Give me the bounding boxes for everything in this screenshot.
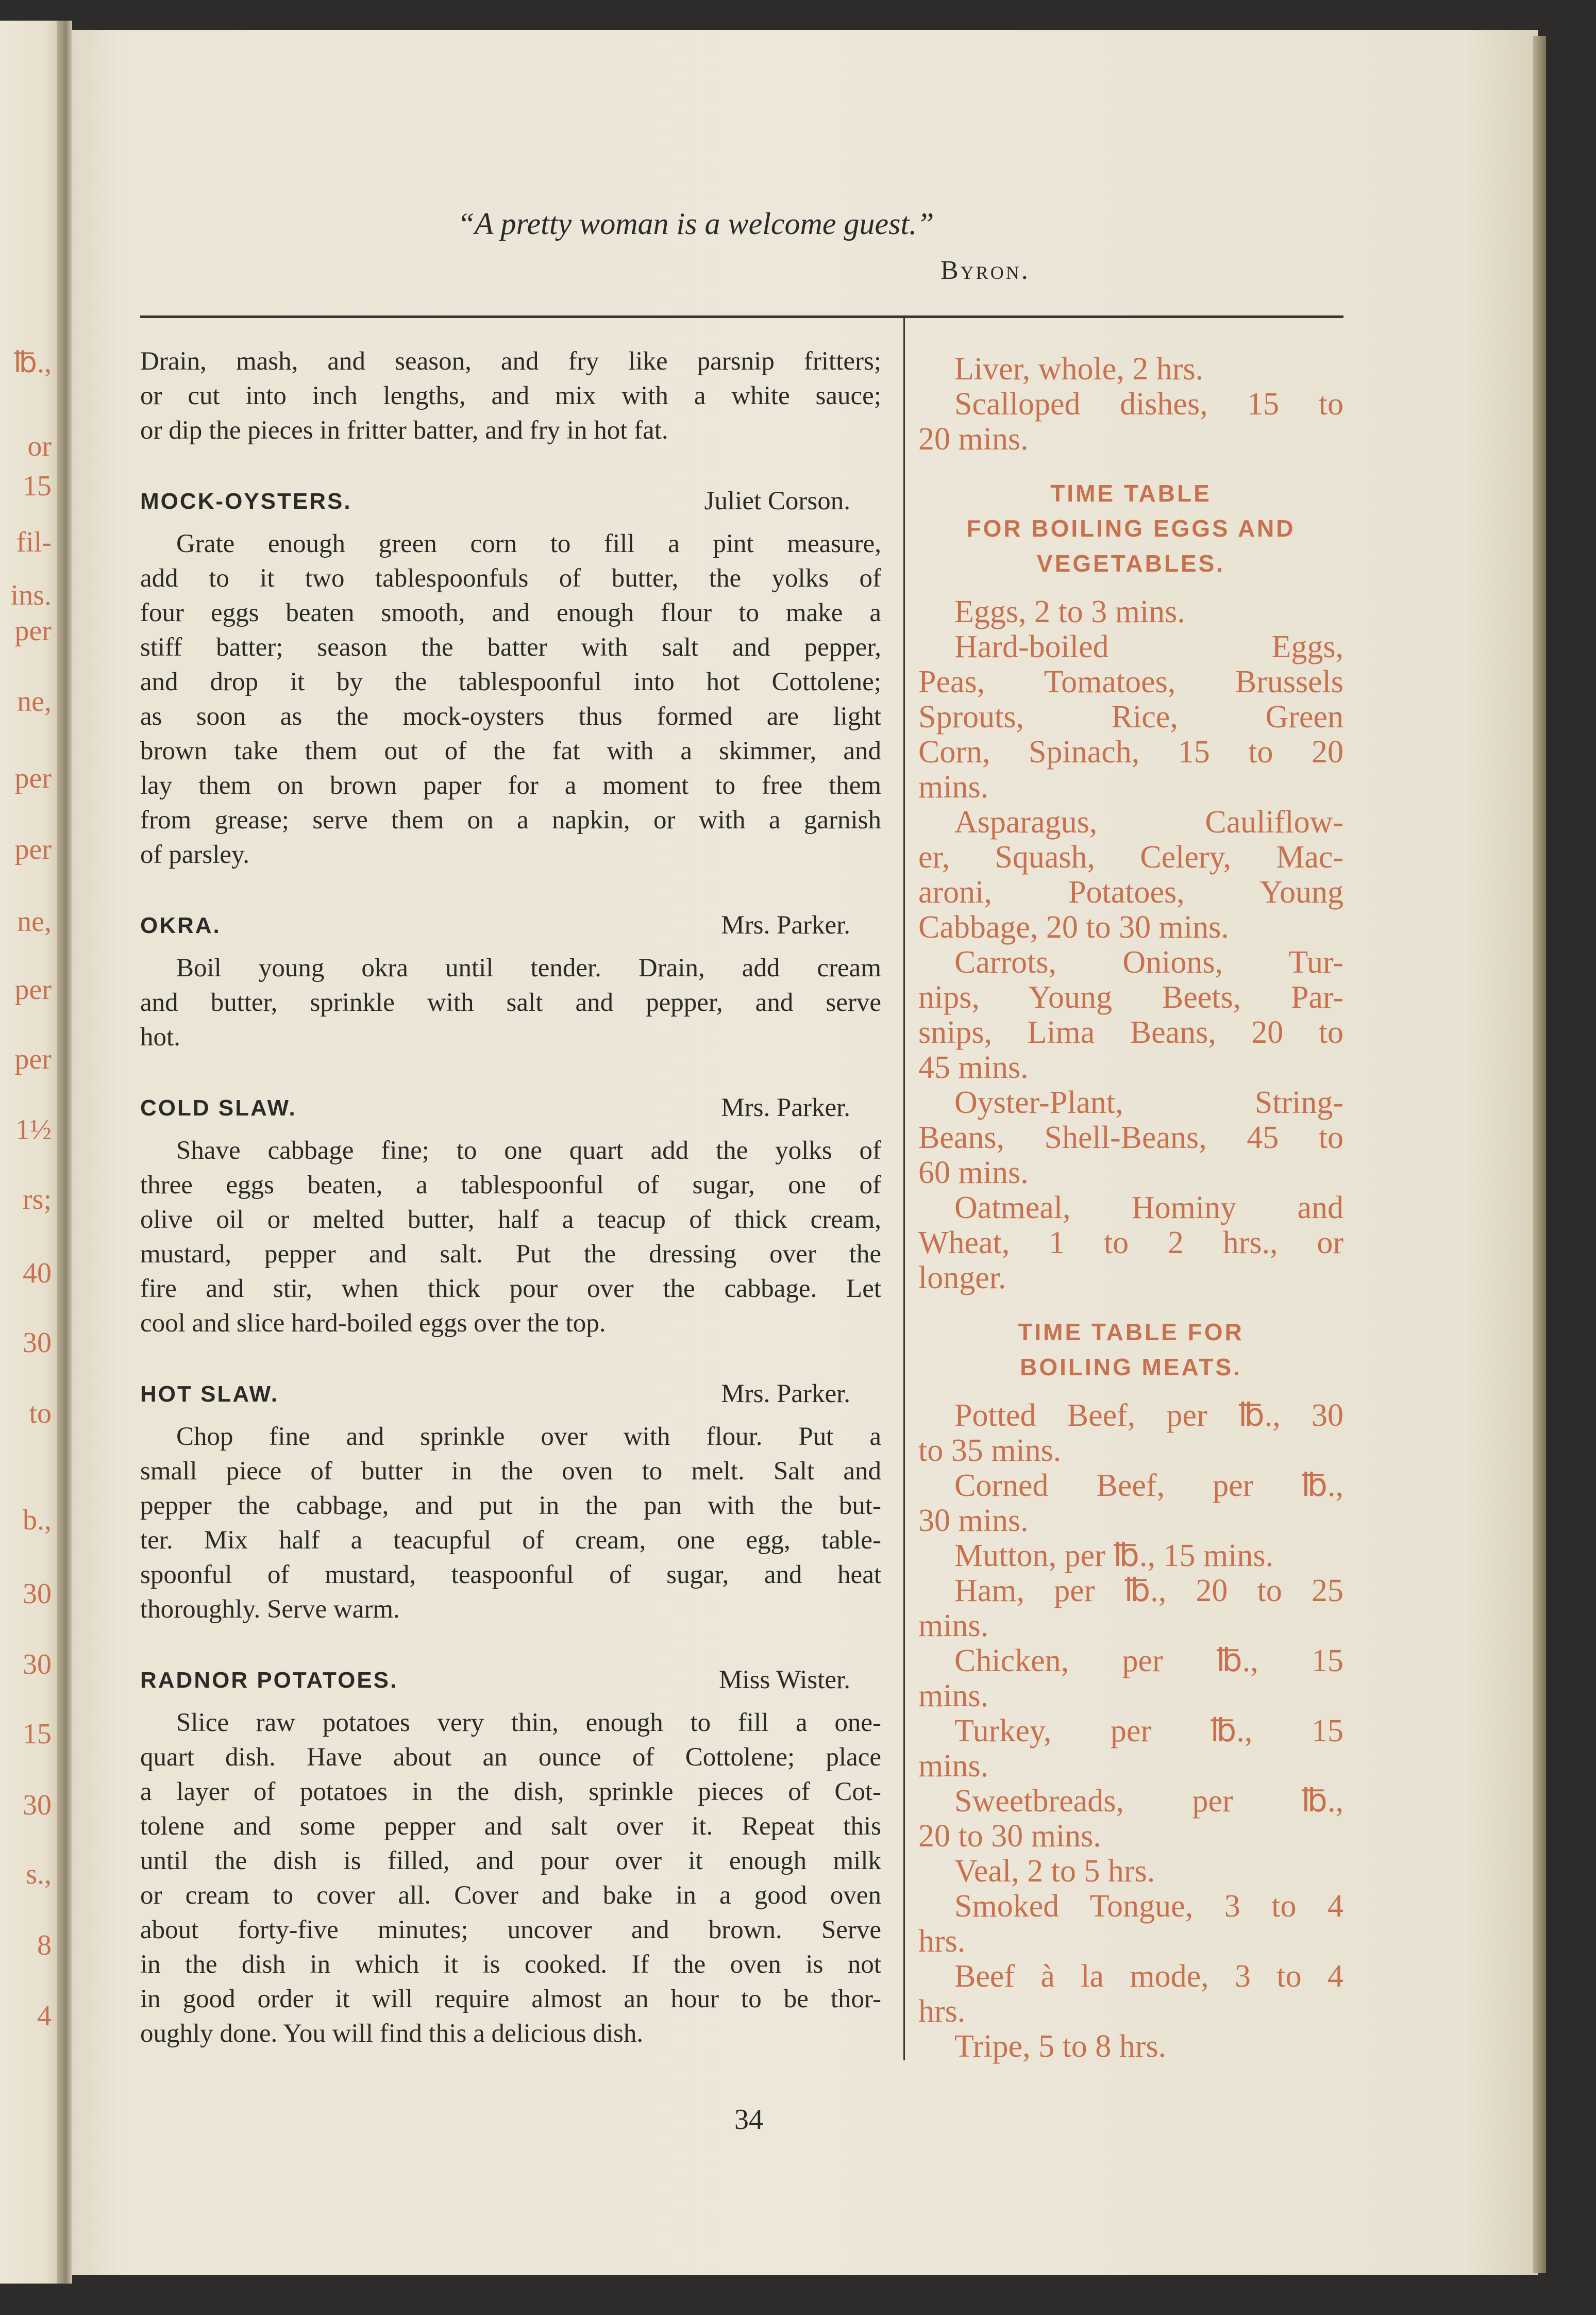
book-gutter (57, 21, 72, 2284)
recipes-column (140, 344, 881, 2051)
recipe-line: fire and stir, when thick pour over the cabbage. Let (140, 1274, 881, 1303)
time-entry-line: 60 mins. (918, 1155, 1029, 1190)
time-table-heading (918, 1314, 1343, 1385)
margin-fragment: or (27, 430, 52, 462)
recipe-line: in good order it will require almost an hour to be thor- (140, 1985, 881, 2013)
margin-fragment: per (14, 614, 52, 647)
time-entry-line: Oatmeal, Hominy and (954, 1190, 1343, 1225)
recipe-line: and drop it by the tablespoonful into hot Cottolene; (140, 668, 881, 696)
margin-fragment: per (14, 762, 52, 795)
recipe-line: stiff batter; season the batter with salt and pepper, (140, 633, 881, 662)
time-entry-line: 20 mins. (918, 422, 1029, 457)
time-entry-line: aroni, Potatoes, Young (918, 875, 1343, 910)
margin-fragment: per (14, 833, 52, 865)
recipe-line: and butter, sprinkle with salt and pepper, and serve (140, 988, 881, 1017)
time-entry-line: Corn, Spinach, 15 to 20 (918, 735, 1343, 770)
margin-fragment: 40 (23, 1257, 52, 1290)
time-entry-line: er, Squash, Celery, Mac- (918, 840, 1343, 875)
time-entry-line: 30 mins. (918, 1503, 1029, 1538)
body-line: or cut into inch lengths, and mix with a white sauce; (140, 381, 881, 410)
time-entry-line: Tripe, 5 to 8 hrs. (954, 2029, 1167, 2064)
time-entry-line: to 35 mins. (918, 1433, 1062, 1468)
margin-fragment: 30 (23, 1648, 52, 1681)
recipe-line: thoroughly. Serve warm. (140, 1595, 400, 1624)
recipe-line: brown take them out of the fat with a skimmer, and (140, 737, 881, 765)
epigraph-quote: “A pretty woman is a welcome guest.” (457, 207, 934, 241)
heading-line: BOILING MEATS. (1020, 1354, 1242, 1380)
recipe-line: mustard, pepper and salt. Put the dressing over the (140, 1240, 881, 1269)
margin-fragment: 1½ (15, 1114, 52, 1146)
time-table-column (918, 352, 1343, 2064)
time-entry-line: Cabbage, 20 to 30 mins. (918, 910, 1229, 945)
recipe-line: small piece of butter in the oven to melt. Salt and (140, 1457, 881, 1486)
recipe-heading (140, 1377, 881, 1411)
time-entry-line: Smoked Tongue, 3 to 4 (954, 1889, 1343, 1924)
time-entry-line: mins. (918, 1608, 989, 1643)
time-entry-line: Beef à la mode, 3 to 4 (954, 1959, 1343, 1994)
margin-fragment: ne, (17, 686, 52, 718)
recipe-line: or cream to cover all. Cover and bake in a good oven (140, 1881, 881, 1910)
time-entry-line: Corned Beef, per ℔., (954, 1468, 1343, 1503)
recipe-author: Mrs. Parker. (721, 1093, 850, 1122)
margin-fragment: 30 (23, 1789, 52, 1821)
recipe-heading (140, 1091, 881, 1125)
recipe-line: Grate enough green corn to fill a pint measure, (176, 529, 881, 558)
recipe-heading (140, 908, 881, 943)
recipe-line: tolene and some pepper and salt over it. Repeat this (140, 1812, 881, 1841)
time-entry-line: Scalloped dishes, 15 to (954, 387, 1343, 422)
time-entry-line: Sprouts, Rice, Green (918, 700, 1343, 735)
margin-fragment: 30 (23, 1577, 52, 1610)
recipe-line: add to it two tablespoonfuls of butter, the yolks of (140, 564, 881, 593)
margin-fragment: rs; (23, 1183, 52, 1215)
time-entry-line: 20 to 30 mins. (918, 1819, 1101, 1854)
time-entry-line: Ham, per ℔., 20 to 25 (954, 1573, 1343, 1608)
margin-fragment: ne, (17, 906, 52, 938)
margin-fragment: b., (23, 1504, 52, 1536)
time-entry-line: longer. (918, 1260, 1006, 1295)
recipe-title: MOCK-OYSTERS. (140, 489, 352, 514)
time-entry-line: Sweetbreads, per ℔., (954, 1784, 1343, 1819)
margin-fragment: 4 (37, 2000, 52, 2033)
recipe-line: pepper the cabbage, and put in the pan with the but- (140, 1491, 881, 1520)
time-entry-line: Liver, whole, 2 hrs. (954, 352, 1204, 387)
time-entry-line: 45 mins. (918, 1050, 1029, 1085)
time-entry-line: Chicken, per ℔., 15 (954, 1643, 1343, 1678)
recipe-heading (140, 1663, 881, 1697)
time-entry-line: Peas, Tomatoes, Brussels (918, 664, 1343, 700)
margin-fragment: per (14, 974, 52, 1006)
recipe-line: a layer of potatoes in the dish, sprinkle pieces of Cot- (140, 1777, 881, 1806)
recipe-line: oughly done. You will find this a delicious dish. (140, 2019, 644, 2048)
time-entry-line: Carrots, Onions, Tur- (954, 945, 1343, 980)
recipe-author: Juliet Corson. (704, 487, 850, 515)
recipe-line: of parsley. (140, 840, 249, 869)
page-number: 34 (734, 2104, 763, 2136)
recipe-line: about forty-five minutes; uncover and brown. Serve (140, 1916, 881, 1944)
time-entry-line: mins. (918, 770, 989, 805)
time-entry-line: mins. (918, 1748, 989, 1784)
recipe-title: RADNOR POTATOES. (140, 1668, 398, 1693)
recipe-heading (140, 484, 881, 519)
heading-line: VEGETABLES. (1036, 550, 1225, 577)
recipe-line: ter. Mix half a teacupful of cream, one egg, table- (140, 1526, 881, 1555)
time-entry-line: Potted Beef, per ℔., 30 (954, 1398, 1343, 1433)
body-line: Drain, mash, and season, and fry like parsnip fritters; (140, 347, 881, 376)
column-divider (903, 318, 905, 2060)
time-entry-line: Asparagus, Cauliflow- (954, 805, 1343, 840)
time-entry-line: Wheat, 1 to 2 hrs., or (918, 1225, 1343, 1260)
recipe-line: as soon as the mock-oysters thus formed are light (140, 702, 881, 731)
recipe-line: four eggs beaten smooth, and enough flour to make a (140, 598, 881, 627)
time-entry-line: Beans, Shell-Beans, 45 to (918, 1120, 1343, 1155)
margin-fragment: 15 (23, 1718, 52, 1751)
time-entry-line: Oyster-Plant, String- (954, 1085, 1343, 1120)
recipe-author: Miss Wister. (719, 1666, 850, 1694)
recipe-line: three eggs beaten, a tablespoonful of sugar, one of (140, 1171, 881, 1200)
recipe-line: from grease; serve them on a napkin, or with a garnish (140, 806, 881, 835)
time-entry-line: Turkey, per ℔., 15 (954, 1713, 1343, 1748)
header-rule (140, 315, 1343, 318)
margin-fragment: to (29, 1397, 52, 1430)
recipe-line: spoonful of mustard, teaspoonful of sugar, and heat (140, 1560, 881, 1589)
margin-fragment: ℔., (13, 346, 52, 379)
time-entry-line: snips, Lima Beans, 20 to (918, 1015, 1343, 1050)
time-entry-line: hrs. (918, 1924, 966, 1959)
margin-fragment: 8 (37, 1929, 52, 1961)
recipe-line: Chop fine and sprinkle over with flour. Put a (176, 1422, 881, 1451)
body-line: or dip the pieces in fritter batter, and fry in hot fat. (140, 416, 668, 445)
time-entry-line: Veal, 2 to 5 hrs. (954, 1854, 1155, 1889)
recipe-title: HOT SLAW. (140, 1381, 279, 1407)
recipe-title: OKRA. (140, 913, 221, 938)
time-entry-line: Hard-boiled Eggs, (954, 629, 1343, 664)
margin-fragment: s., (26, 1858, 52, 1891)
heading-line: FOR BOILING EGGS AND (966, 515, 1296, 542)
recipe-title: COLD SLAW. (140, 1095, 297, 1121)
margin-fragment: fil- (16, 526, 52, 559)
recipe-line: olive oil or melted butter, half a teacup of thick cream, (140, 1205, 881, 1234)
margin-fragment: 15 (23, 470, 52, 503)
recipe-author: Mrs. Parker. (721, 911, 850, 940)
page-edge (1533, 36, 1546, 2273)
recipe-line: in the dish in which it is cooked. If the oven is not (140, 1950, 881, 1979)
recipe-line: until the dish is filled, and pour over it enough milk (140, 1846, 881, 1875)
recipe-line: lay them on brown paper for a moment to free them (140, 771, 881, 800)
recipe-line: Slice raw potatoes very thin, enough to fill a one- (176, 1708, 881, 1737)
margin-fragment: ins. (10, 579, 52, 612)
time-entry-line: Eggs, 2 to 3 mins. (954, 594, 1185, 629)
time-entry-line: Mutton, per ℔., 15 mins. (954, 1538, 1274, 1573)
recipe-line: Shave cabbage fine; to one quart add the yolks of (176, 1136, 881, 1165)
heading-line: TIME TABLE FOR (1018, 1319, 1244, 1345)
heading-line: TIME TABLE (1050, 480, 1212, 507)
recipe-line: quart dish. Have about an ounce of Cottolene; place (140, 1743, 881, 1772)
recipe-line: hot. (140, 1023, 180, 1052)
recipe-line: cool and slice hard-boiled eggs over the top. (140, 1309, 606, 1338)
recipe-line: Boil young okra until tender. Drain, add cream (176, 954, 881, 982)
margin-fragment: per (14, 1043, 52, 1075)
time-entry-line: mins. (918, 1678, 989, 1713)
epigraph-author: Byron. (940, 256, 1030, 285)
recipe-author: Mrs. Parker. (721, 1379, 850, 1408)
margin-fragment: 30 (23, 1326, 52, 1359)
time-entry-line: nips, Young Beets, Par- (918, 980, 1343, 1015)
time-entry-line: hrs. (918, 1994, 966, 2029)
time-table-heading (918, 476, 1343, 581)
